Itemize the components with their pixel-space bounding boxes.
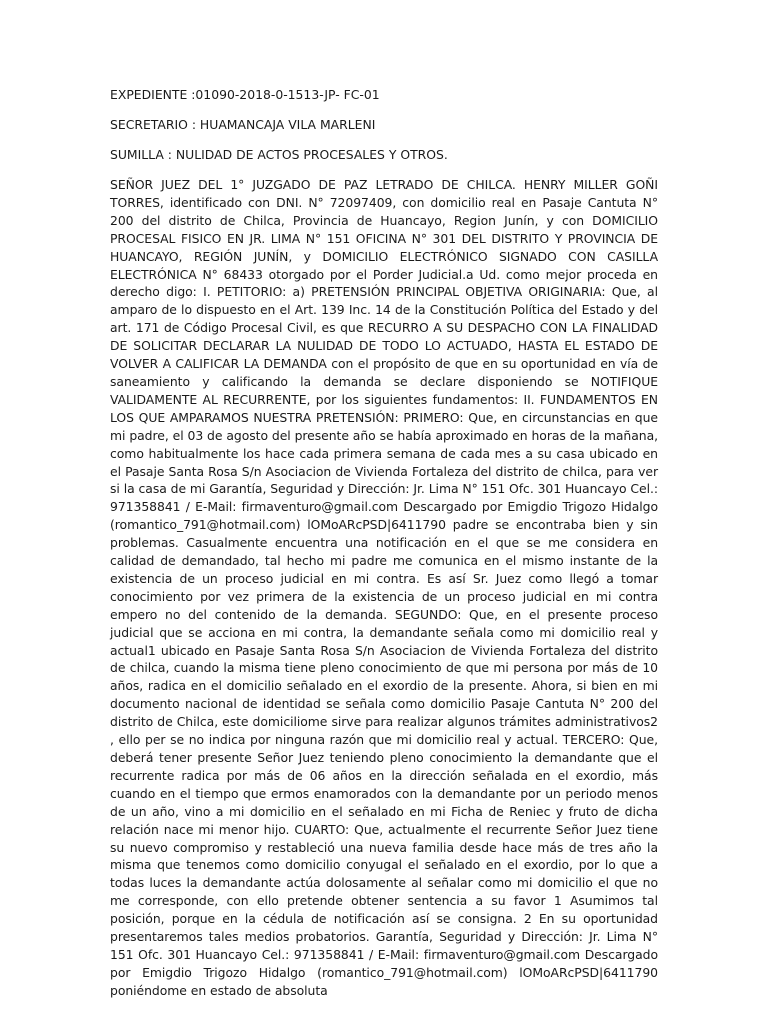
secretario-line: SECRETARIO : HUAMANCAJA VILA MARLENI: [110, 117, 376, 132]
document-body: SEÑOR JUEZ DEL 1° JUZGADO DE PAZ LETRADO DE CHILCA. HENRY MILLER GOÑI TORRES, identificado con DNI. N° 72097409, con domicilio real en Pasaje Cantuta N° 200 del distrito de Chilca, Provincia de Huancayo, Region Junín, y con DOMICILIO PROCESAL FISICO EN JR. LIMA N° 151 OFICINA N° 301 DEL DISTRITO Y PROVINCIA DE HUANCAYO, REGIÓN JUNÍN, y DOMICILIO ELECTRÓNICO SIGNADO CON CASILLA ELECTRÓNICA N° 68433 otorgado por el Porder Judicial.a Ud. como mejor proceda en derecho digo: I. PETITORIO: a) PRETENSIÓN PRINCIPAL OBJETIVA ORIGINARIA: Que, al amparo de lo dispuesto en el Art. 139 Inc. 14 de la Constitución Política del Estado y del art. 171 de Código Procesal Civil, es que RECURRO A SU DESPACHO CON LA FINALIDAD DE SOLICITAR DECLARAR LA NULIDAD DE TODO LO ACTUADO, HASTA EL ESTADO DE VOLVER A CALIFICAR LA DEMANDA con el propósito de que en su oportunidad en vía de saneamiento y calificando la demanda se declare disponiendo se NOTIFIQUE VALIDAMENTE AL RECURRENTE, por los siguientes fundamentos: II. FUNDAMENTOS EN LOS QUE AMPARAMOS NUESTRA PRETENSIÓN: PRIMERO: Que, en circunstancias en que mi padre, el 03 de agosto del presente año se había aproximado en horas de la mañana, como habitualmente los hace cada primera semana de cada mes a su casa ubicado en el Pasaje Santa Rosa S/n Asociacion de Vivienda Fortaleza del distrito de chilca, para ver si la casa de mi Garantía, Seguridad y Dirección: Jr. Lima N° 151 Ofc. 301 Huancayo Cel.: 971358841 / E-Mail: firmaventuro@gmail.com Descargado por Emigdio Trigozo Hidalgo (romantico_791@hotmail.com) lOMoARcPSD|6411790 padre se encontraba bien y sin problemas. Casualmente encuentra una notificación en el que se me considera en calidad de demandado, tal hecho mi padre me comunica en el mismo instante de la existencia de un proceso judicial en mi contra. Es así Sr. Juez como llegó a tomar conocimiento por vez primera de la existencia de un proceso judicial en mi contra empero no del contenido de la demanda. SEGUNDO: Que, en el presente proceso judicial que se acciona en mi contra, la demandante señala como mi domicilio real y actual1 ubicado en Pasaje Santa Rosa S/n Asociacion de Vivienda Fortaleza del distrito de chilca, cuando la misma tiene pleno conocimiento de que mi persona por más de 10 años, radica en el domicilio señalado en el exordio de la presente. Ahora, si bien en mi documento nacional de identidad se señala como domicilio Pasaje Cantuta N° 200 del distrito de Chilca, este domiciliome sirve para realizar algunos trámites administrativos2 , ello per se no indica por ninguna razón que mi domicilio real y actual. TERCERO: Que, deberá tener presente Señor Juez teniendo pleno conocimiento la demandante que el recurrente radica por más de 06 años en la dirección señalada en el exordio, más cuando en el tiempo que ermos enamorados con la demandante por un periodo menos de un año, vino a mi domicilio en el señalado en mi Ficha de Reniec y fruto de dicha relación nace mi menor hijo. CUARTO: Que, actualmente el recurrente Señor Juez tiene su nuevo compromiso y restableció una nueva familia desde hace más de tres año la misma que tenemos como domicilio conyugal el señalado en el exordio, por lo que a todas luces la demandante actúa dolosamente al señalar como mi domicilio el que no me corresponde, con ello pretende obtener sentencia a su favor 1 Asumimos tal posición, porque en la cédula de notificación así se consigna. 2 En su oportunidad presentaremos tales medios probatorios. Garantía, Seguridad y Dirección: Jr. Lima N° 151 Ofc. 301 Huancayo Cel.: 971358841 / E-Mail: firmaventuro@gmail.com Descargado por Emigdio Trigozo Hidalgo (romantico_791@hotmail.com) lOMoARcPSD|6411790 poniéndome en estado de absoluta: [110, 177, 658, 998]
expediente-line: EXPEDIENTE :01090-2018-0-1513-JP- FC-01: [110, 87, 380, 102]
sumilla-line: SUMILLA : NULIDAD DE ACTOS PROCESALES Y OTROS.: [110, 147, 448, 162]
